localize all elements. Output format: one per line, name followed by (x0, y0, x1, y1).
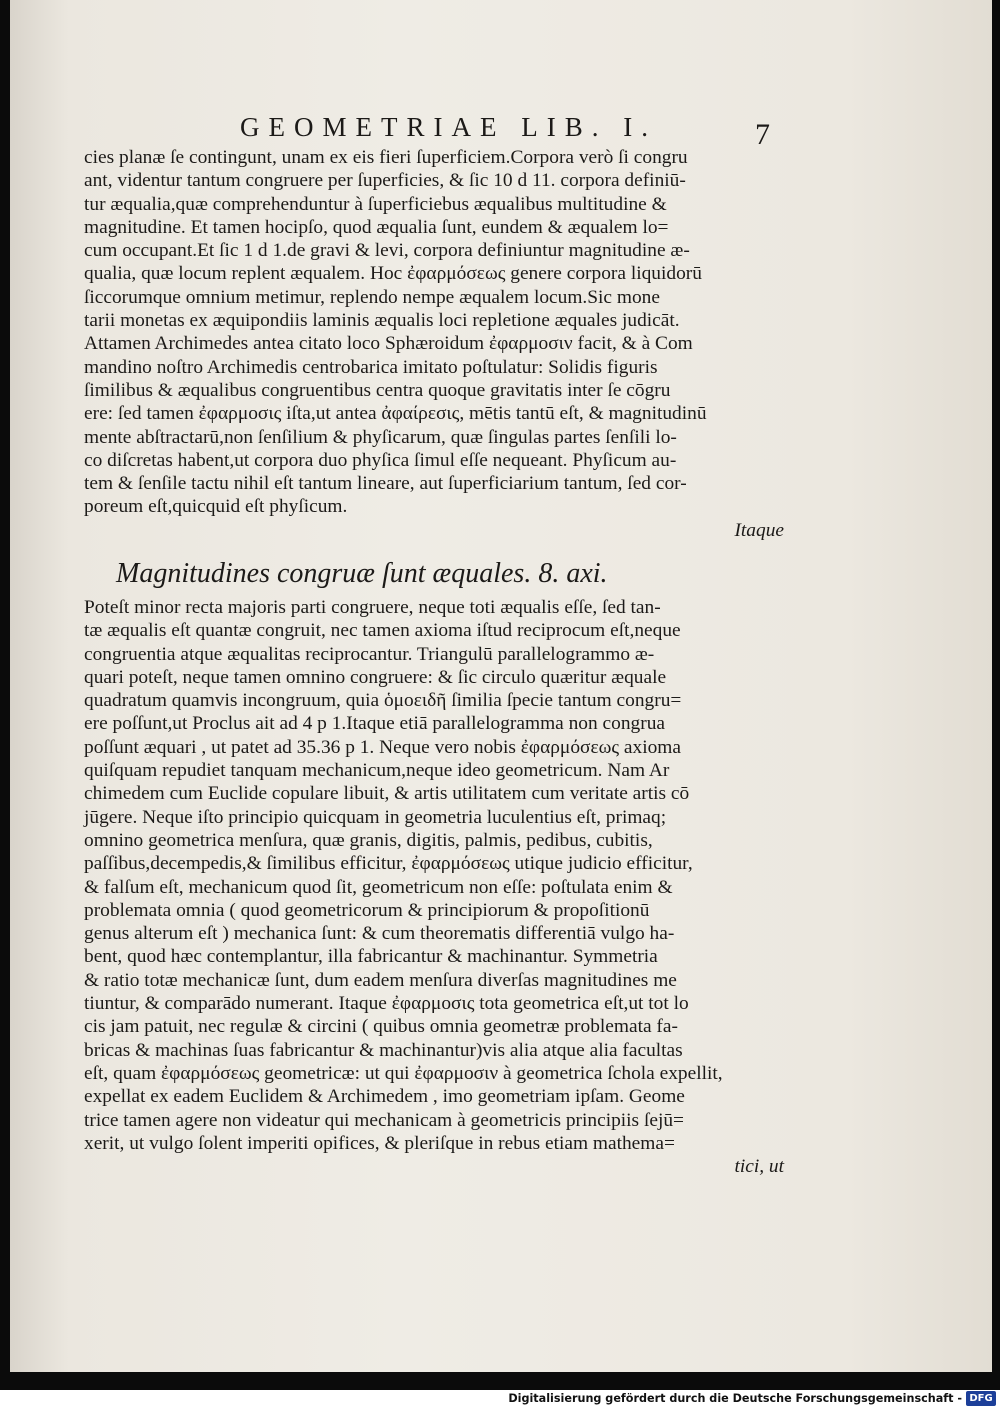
text-line: cum occupant.Et ſic 1 d 1.de gravi & levi, corpora definiuntur magnitudine æ- (84, 240, 690, 262)
funding-note: Digitalisierung gefördert durch die Deutsche Forschungsgemeinschaft - (508, 1392, 962, 1405)
text-line: Attamen Archimedes antea citato loco Sphæroidum ἐφαρμοσιν facit, & à Com (84, 333, 693, 355)
text-line: tem & ſenſile tactu nihil eſt tantum lineare, aut ſuperficiarium tantum, ſed cor- (84, 473, 687, 495)
text-line: poreum eſt,quicquid eſt phyſicum. (84, 496, 348, 518)
text-line: bent, quod hæc contemplantur, illa fabricantur & machinantur. Symmetria (84, 946, 658, 968)
page-number: 7 (755, 118, 770, 151)
running-head: GEOMETRIAE LIB. I. (240, 112, 657, 142)
text-line: trice tamen agere non videatur qui mechanicam à geometricis principiis ſejū= (84, 1109, 684, 1131)
text-line: expellat ex eadem Euclidem & Archimedem , imo geometriam ipſam. Geome (84, 1086, 685, 1108)
text-line: paſſibus,decempedis,& ſimilibus efficitur, ἐφαρμόσεως utique judicio efficitur, (84, 853, 693, 875)
text-line: ere: ſed tamen ἐφαρμοσις iſta,ut antea ἀφαίρεσις, mētis tantū eſt, & magnitudinū (84, 403, 707, 425)
text-line: mandino noſtro Archimedis centrobarica imitato poſtulatur: Solidis figuris (84, 356, 658, 378)
text-line: xerit, ut vulgo ſolent imperiti opifices, & pleriſque in rebus etiam mathema= (84, 1132, 675, 1154)
text-line: congruentia atque æqualitas reciprocantur. Triangulū parallelogrammo æ- (84, 643, 655, 665)
text-line: ſiccorumque omnium metimur, replendo nempe æqualem locum.Sic mone (84, 286, 660, 308)
text-line: eſt, quam ἐφαρμόσεως geometricæ: ut qui ἐφαρμοσιν à geometrica ſchola expellit, (84, 1062, 723, 1084)
text-line: chimedem cum Euclide copulare libuit, & artis utilitatem cum veritate artis cō (84, 783, 690, 805)
paragraph-2 (84, 596, 784, 1178)
text-line: co diſcretas habent,ut corpora duo phyſica ſimul eſſe nequeant. Phyſicum au- (84, 449, 677, 471)
text-line: qualia, quæ locum replent æqualem. Hoc ἐφαρμόσεως genere corpora liquidorū (84, 263, 702, 285)
text-line: tiuntur, & comparādo numerant. Itaque ἐφαρμοσις tota geometrica eſt,ut tot lo (84, 993, 689, 1015)
text-line: Poteſt minor recta majoris parti congruere, neque toti æqualis eſſe, ſed tan- (84, 597, 661, 618)
catchword: tici, ut (734, 1156, 784, 1178)
section-heading: Magnitudines congruæ ſunt æquales. 8. axi. (116, 558, 608, 589)
text-line: jūgere. Neque iſto principio quicquam in geometria luculentius eſt, primaq; (84, 806, 667, 828)
text-line: quari poteſt, neque tamen omnino congruere: & ſic circulo quæritur æquale (84, 666, 667, 688)
text-line: mente abſtractarū,non ſenſilium & phyſicarum, quæ ſingulas partes ſenſili lo- (84, 426, 677, 448)
dfg-logo[interactable]: DFG (966, 1391, 996, 1406)
text-line: bricas & machinas ſuas fabricantur & machinantur)vis alia atque alia facultas (84, 1039, 683, 1061)
text-line: tur æqualia,quæ comprehenduntur à ſuperficiebus æqualibus multitudine & (84, 193, 667, 215)
text-line: cis jam patuit, nec regulæ & circini ( quibus omnia geometræ problemata fa- (84, 1016, 678, 1038)
text-line: poſſunt æquari , ut patet ad 35.36 p 1. Neque vero nobis ἐφαρμόσεως axioma (84, 736, 681, 758)
text-line: genus alterum eſt ) mechanica ſunt: & cum theorematis differentiā vulgo ha- (84, 923, 675, 945)
text-line: ere poſſunt,ut Proclus ait ad 4 p 1.Itaque etiā parallelogramma non congrua (84, 713, 665, 735)
text-line: & falſum eſt, mechanicum quod ſit, geometricum non eſſe: poſtulata enim & (84, 876, 673, 898)
text-line: omnino geometrica menſura, quæ granis, digitis, palmis, pedibus, cubitis, (84, 829, 653, 851)
text-line: tæ æqualis eſt quantæ congruit, nec tamen axioma iſtud reciprocum eſt,neque (84, 620, 681, 642)
text-line: ant, videntur tantum congruere per ſuperficies, & ſic 10 d 11. corpora definiū- (84, 170, 686, 192)
text-line: magnitudine. Et tamen hocipſo, quod æqualia ſunt, eundem & æqualem lo= (84, 216, 669, 238)
paragraph-1 (84, 146, 784, 542)
text-line: cies planæ ſe contingunt, unam ex eis fieri ſuperficiem.Corpora verò ſi congru (84, 147, 688, 168)
text-line: & ratio totæ mechanicæ ſunt, dum eadem menſura diverſas magnitudines me (84, 969, 677, 991)
text-line: quadratum quamvis incongruum, quia ὁμοειδῆ ſimilia ſpecie tantum congru= (84, 690, 682, 712)
text-line: tarii monetas ex æquipondiis laminis æqualis loci repletione æquales judicāt. (84, 310, 680, 332)
text-line: ſimilibus & æqualibus congruentibus centra quoque gravitatis inter ſe cōgru (84, 379, 671, 401)
footer-bar (0, 1390, 1000, 1408)
catchword: Itaque (734, 519, 784, 541)
text-line: problemata omnia ( quod geometricorum & principiorum & propoſitionū (84, 899, 650, 921)
text-line: quiſquam repudiet tanquam mechanicum,neque ideo geometricum. Nam Ar (84, 760, 670, 782)
